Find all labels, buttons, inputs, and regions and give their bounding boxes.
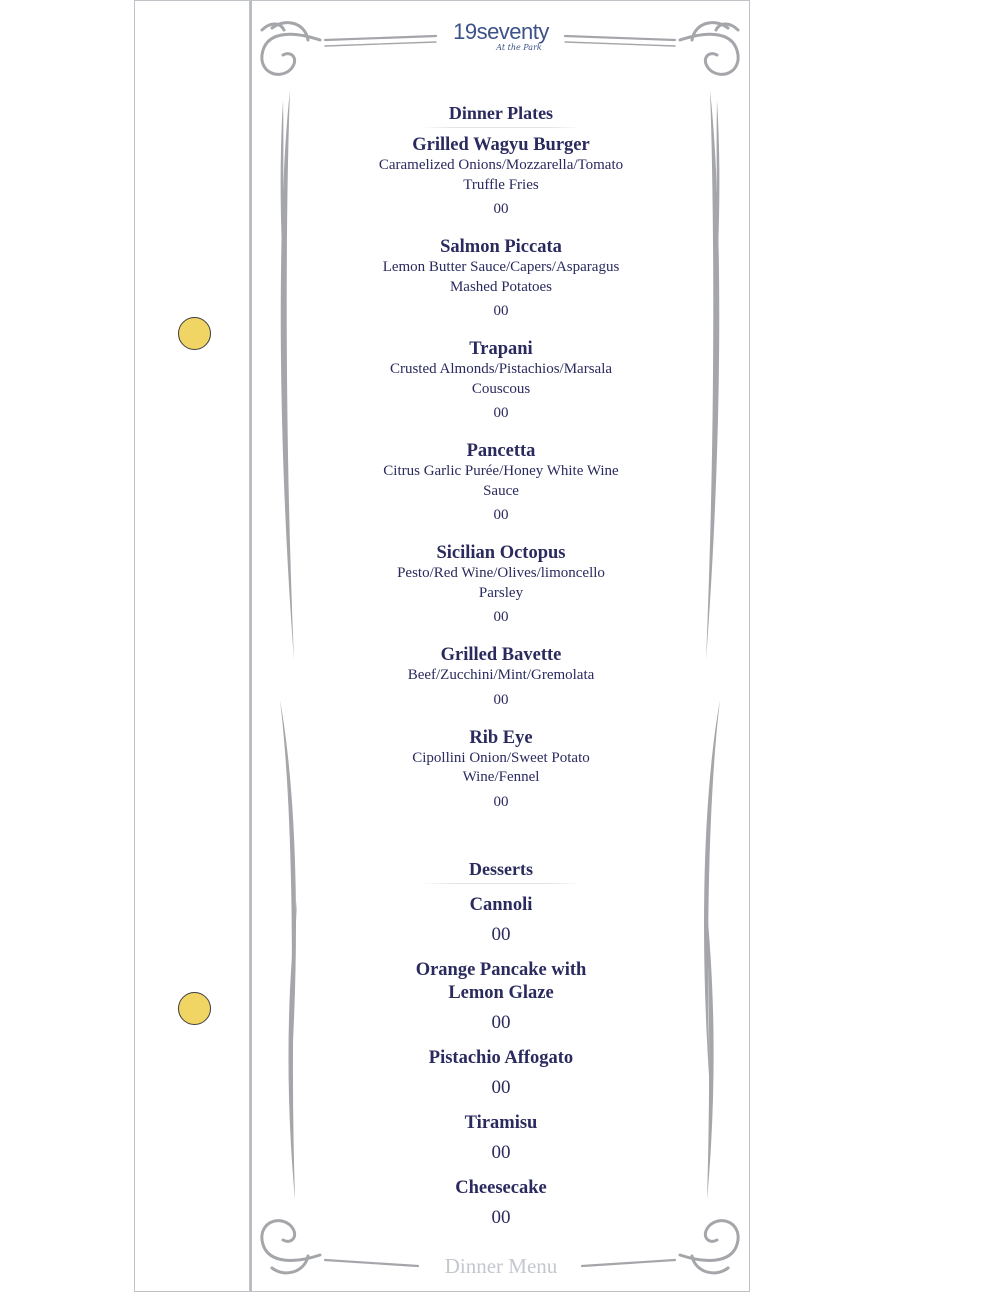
item-description: Beef/Zucchini/Mint/Gremolata	[407, 667, 595, 683]
scroll-bottom-right	[680, 1221, 738, 1261]
item-name: Orange Pancake with	[415, 959, 587, 980]
item-price: 00	[491, 1011, 511, 1033]
item-name: Grilled Wagyu Burger	[412, 135, 590, 155]
menu-content	[340, 100, 662, 1229]
binder-hole-top	[178, 317, 211, 350]
menu-item	[340, 440, 662, 525]
item-description: Couscous	[471, 380, 531, 397]
dessert-item	[340, 894, 662, 946]
item-name: Pancetta	[466, 441, 536, 461]
item-price: 00	[491, 1206, 511, 1228]
scroll-top-right	[680, 34, 738, 74]
item-name: Cannoli	[469, 894, 533, 915]
dinner-plates-title: Dinner Plates	[340, 100, 662, 128]
item-description: Sauce	[483, 482, 519, 499]
restaurant-logo	[440, 20, 562, 52]
dessert-item	[340, 1177, 662, 1229]
item-price: 00	[493, 303, 509, 319]
item-price: 00	[491, 1141, 511, 1163]
scroll-bottom-left	[262, 1221, 320, 1261]
item-name: Pistachio Affogato	[428, 1047, 574, 1068]
scroll-top-left	[262, 34, 320, 74]
item-name: Salmon Piccata	[440, 237, 562, 257]
binder-spine	[134, 0, 250, 1292]
item-price: 00	[493, 507, 509, 523]
item-name: Sicilian Octopus	[436, 543, 566, 563]
logo-tagline: At the Park	[496, 43, 542, 52]
menu-item	[340, 236, 662, 321]
dessert-item	[340, 1112, 662, 1164]
menu-item	[340, 338, 662, 423]
item-price: 00	[493, 691, 509, 708]
item-description: Mashed Potatoes	[449, 278, 553, 295]
desserts-title: Desserts	[340, 856, 662, 884]
menu-item	[340, 727, 662, 812]
menu-item	[340, 542, 662, 627]
item-description: Parsley	[478, 584, 524, 601]
logo-text: 19seventy	[453, 19, 549, 44]
item-description: Truffle Fries	[463, 176, 539, 193]
dessert-item	[340, 1047, 662, 1099]
item-description: Cipollini Onion/Sweet Potato	[412, 749, 590, 766]
item-name: Grilled Bavette	[440, 645, 562, 665]
item-price: 00	[493, 609, 509, 625]
menu-item	[340, 134, 662, 219]
item-description: Crusted Almonds/Pistachios/Marsala	[389, 361, 613, 377]
item-description: Lemon Butter Sauce/Capers/Asparagus	[382, 259, 620, 275]
item-description: Wine/Fennel	[462, 769, 540, 785]
item-description: Citrus Garlic Purée/Honey White Wine	[383, 463, 619, 479]
menu-item	[340, 644, 662, 710]
item-price: 00	[493, 201, 509, 217]
item-price: 00	[491, 923, 511, 945]
item-description: Pesto/Red Wine/Olives/limoncello	[397, 565, 605, 581]
side-flourish-left-2	[280, 700, 296, 1090]
item-price: 00	[493, 405, 509, 421]
footer-menu-title: Dinner Menu	[444, 1254, 558, 1278]
item-name: Tiramisu	[464, 1112, 538, 1133]
item-name: Cheesecake	[455, 1177, 547, 1198]
binder-hole-bottom	[178, 992, 211, 1025]
item-price: 00	[491, 1076, 511, 1098]
item-name-line-2: Lemon Glaze	[448, 982, 554, 1003]
item-name: Rib Eye	[469, 727, 533, 748]
item-description: Caramelized Onions/Mozzarella/Tomato	[378, 157, 624, 173]
item-price: 00	[493, 793, 509, 810]
dessert-item	[340, 959, 662, 1034]
item-name: Trapani	[469, 339, 533, 359]
